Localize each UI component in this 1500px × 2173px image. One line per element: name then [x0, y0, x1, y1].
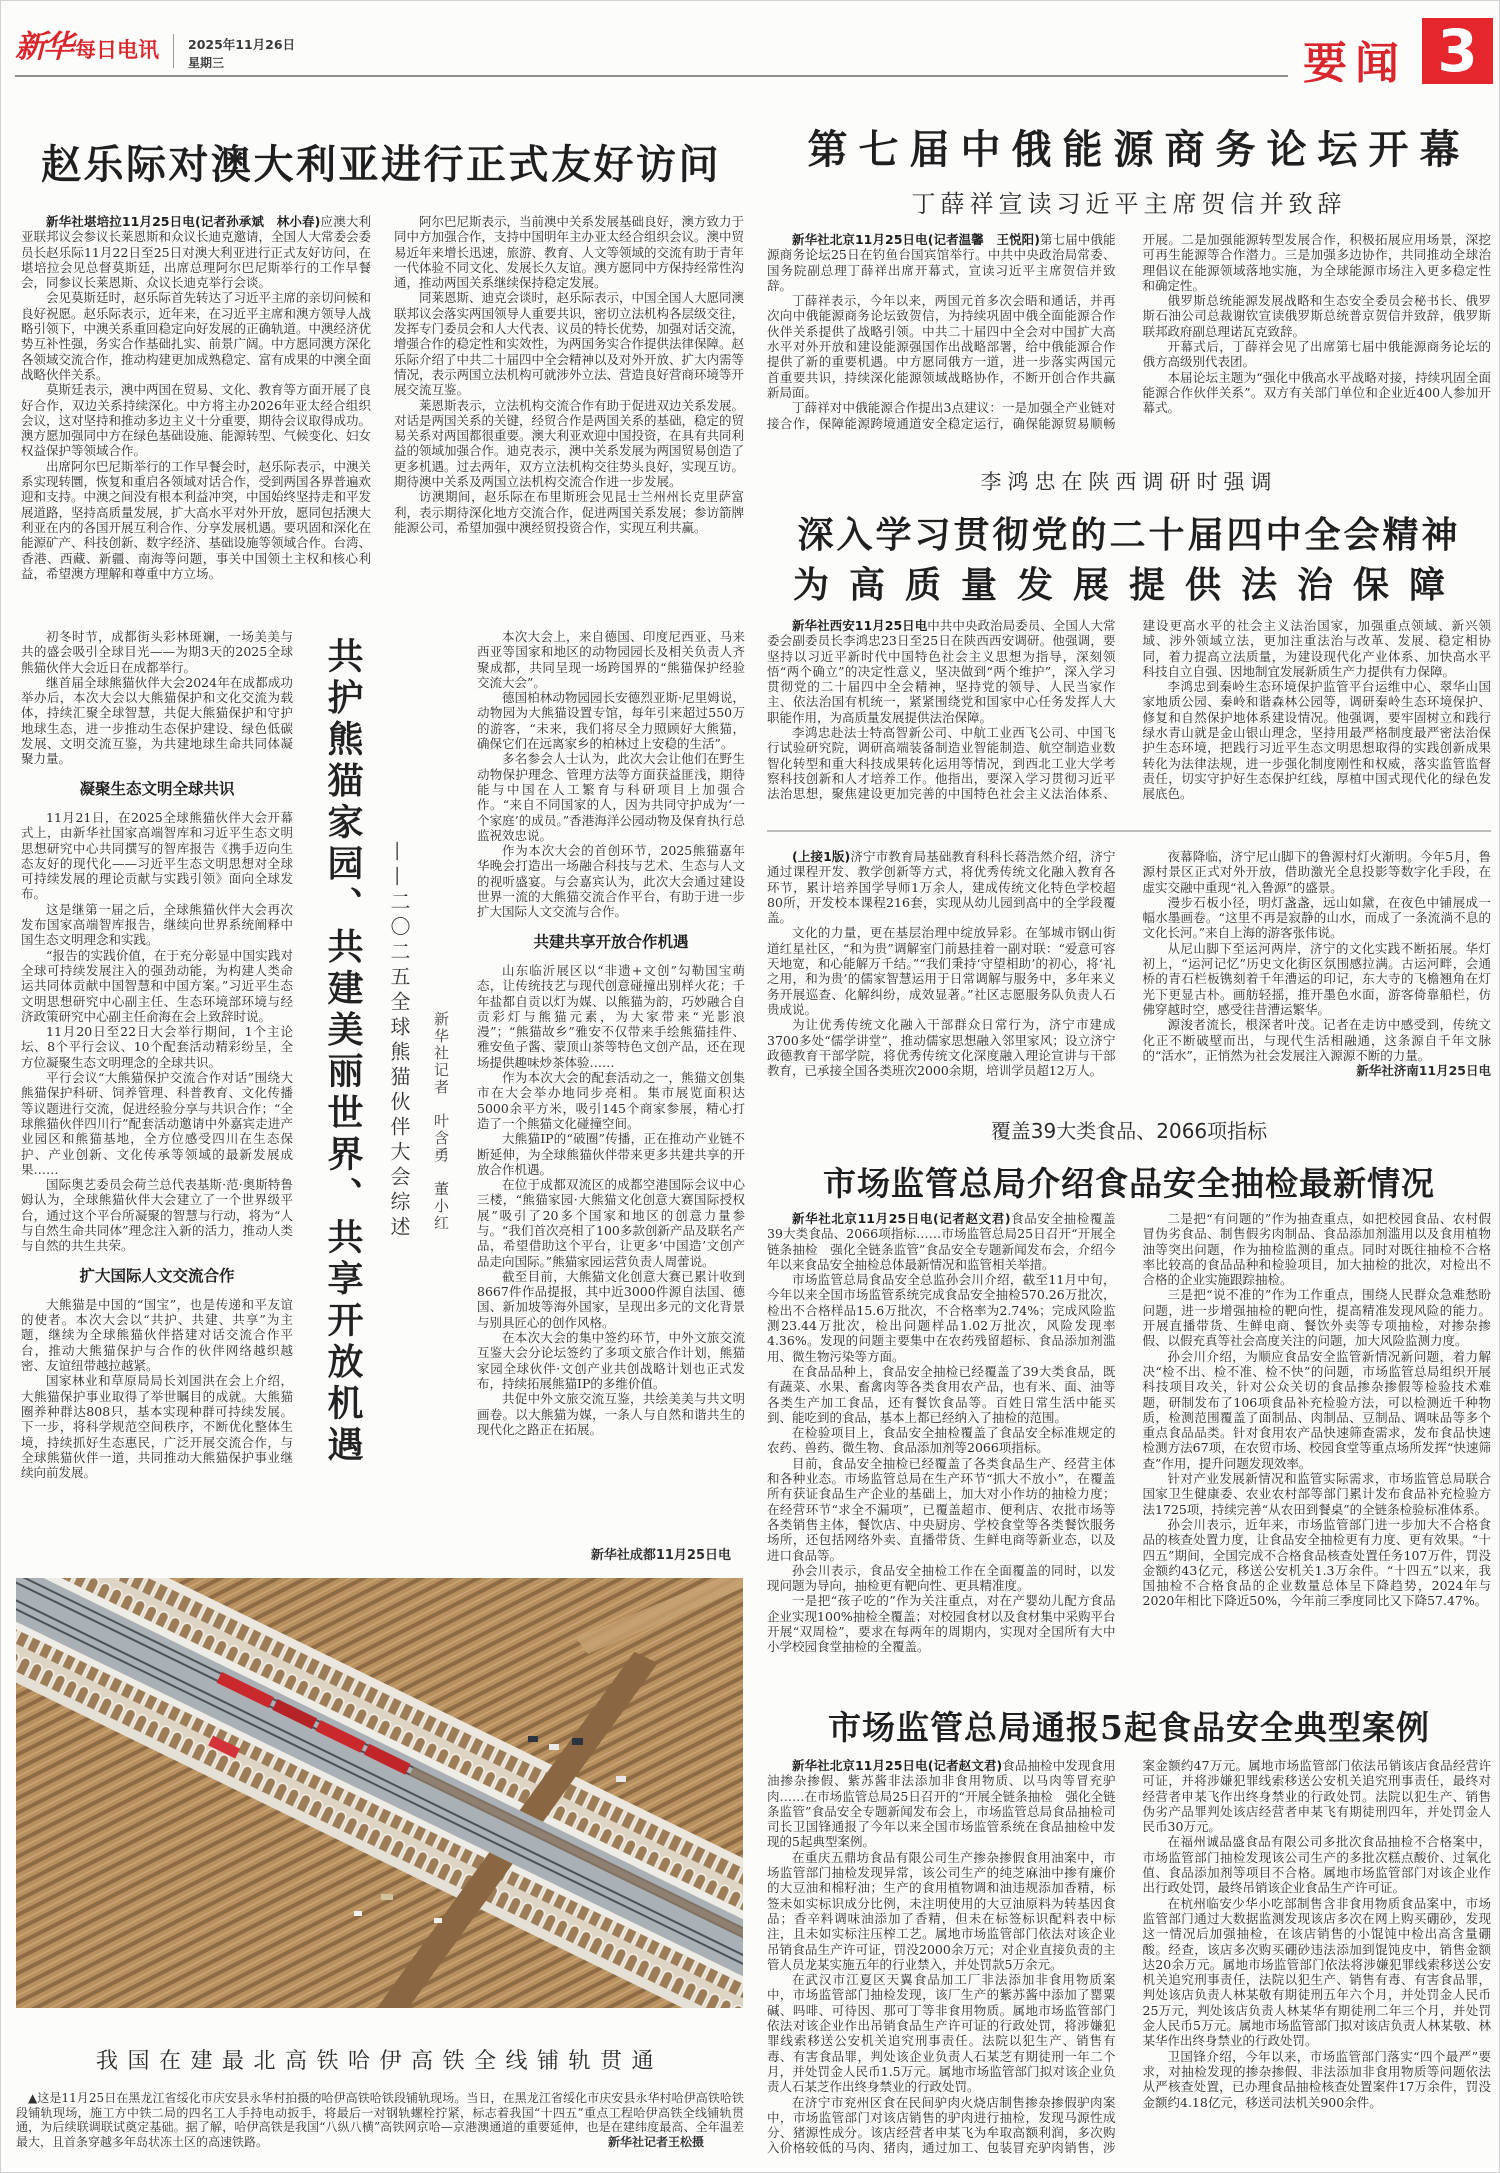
article-li-hongzhong — [767, 618, 1491, 816]
dateline: 新华社北京11月25日电(记者赵文君) — [792, 1211, 1011, 1226]
section-heading: 凝聚生态文明全球共识 — [79, 779, 235, 798]
headline-energy-forum: 第七届中俄能源商务论坛开幕 — [807, 126, 1471, 173]
article-paragraph: 本次大会上，来自德国、印度尼西亚、马来西亚等国家和地区的动物园园长及相关负责人齐聚成都，共同呈现一场跨国界的“熊猫保护经验交流大会”。 — [477, 629, 745, 690]
article-paragraph: 继首届全球熊猫伙伴大会2024年在成都成功举办后，本次大会以大熊猫保护和文化交流为载体，持续汇聚全球智慧，共促大熊猫保护和守护地球生态，进一步推动生态保护建设、绿色低碳发展、文明交流互鉴，为共建地球生命共同体凝聚力量。 — [21, 674, 293, 767]
article-paragraph: “报告的实践价值，在于充分彰显中国实践对全球可持续发展注入的强劲动能，为构建人类命运共同体贡献中国智慧和中国方案。”习近平生态文明思想研究中心副主任、生态环境部环境与经济政策研究中心副主任俞海在会上致辞时说。 — [21, 947, 293, 1024]
article-paragraph: 会见莫斯廷时，赵乐际首先转达了习近平主席的亲切问候和良好祝愿。赵乐际表示，近年来，在习近平主席和澳方领导人战略引领下，中澳关系重回稳定向好发展的正确轨道。中澳经济优势互补性强，务实合作基础扎实、前景广阔。中方愿同澳方深化各领域交流合作，推动构建更加成熟稳定、富有成果的中澳全面战略伙伴关系。 — [21, 290, 372, 382]
article-signoff: 新华社济南11月25日电 — [1356, 1063, 1491, 1079]
article-paragraph: 国际奥艺委员会荷兰总代表基斯·范·奥斯特鲁姆认为，全球熊猫伙伴大会建立了一个世界级平台，通过这个平台所凝聚的智慧与行动，将为“人与自然生命共同体”理念注入新的活力，推动人类与自然的共生共荣。 — [21, 1177, 293, 1254]
article-paragraph: 二是把“有问题的”作为抽查重点，如把校园食品、农村假冒伪劣食品、制售假劣肉制品、食品添加剂滥用以及食用植物油等突出问题，作为抽检监测的重点。同时对既往抽检不合格率比较高的食品品种和检验项目，加大抽检的批次，对检出不合格的企业实施跟踪抽检。 — [1142, 1211, 1491, 1288]
issue-weekday: 星期三 — [188, 56, 225, 70]
article-paragraph: 德国柏林动物园园长安德烈亚斯·尼里姆说，动物园为大熊猫设置专馆，每年引来超过550万的游客，“未来，我们将尽全力照顾好大熊猫，确保它们在远离家乡的柏林过上安稳的生活”。 — [477, 690, 745, 752]
article-paragraph: 俄罗斯总统能源发展战略和生态安全委员会秘书长、俄罗斯石油公司总裁谢钦宣读俄罗斯总统普京贺信并致辞，俄罗斯联邦政府副总理诺瓦克致辞。 — [1142, 293, 1491, 339]
issue-date: 2025年11月26日 — [188, 37, 296, 52]
article-paragraph: 新华社堪培拉11月25日电(记者孙承斌 林小春)应澳大利亚联邦议会参议长莱恩斯和众议长迪克邀请，全国人大常委会委员长赵乐际11月22日至25日对澳大利亚进行正式友好访问，在堪培拉会见总督莫斯廷，出席总理阿尔巴尼斯举行的工作早餐会，同参议长莱恩斯、众议长迪克举行会谈。 — [21, 214, 372, 291]
article-paragraph: 同莱恩斯、迪克会谈时，赵乐际表示，中国全国人大愿同澳联邦议会落实两国领导人重要共识，密切立法机构各层级交往，发挥专门委员会和人大代表、议员的特长优势，加强对话交流，增强合作的稳定性和实效性，为两国务实合作提供法律保障。赵乐际介绍了中共二十届四中全会精神以及对外开放、扩大内需等情况，表示两国立法机构可就涉外立法、营造良好营商环境等开展交流互鉴。 — [394, 290, 745, 398]
article-paragraph: 平行会议“大熊猫保护交流合作对话”围绕大熊猫保护科研、饲养管理、科普教育、文化传播等议题进行交流，促进经验分享与共识合作；“全球熊猫伙伴四川行”配套活动邀请中外嘉宾走进产业园区和熊猫基地，全方位感受四川在生态保护、产业创新、文化传承等领域的最新发展成果…… — [21, 1070, 293, 1177]
article-paragraph: 访澳期间，赵乐际在布里斯班会见昆士兰州州长克里萨富利，表示期待深化地方交流合作，促进两国关系发展；参访箭牌能源公司，希望加强中澳经贸投资合作，实现互利共赢。 — [394, 489, 745, 535]
article-paragraph: 新华社北京11月25日电(记者赵文君)食品抽检中发现食用油掺杂掺假、紫苏酱非法添加非食用物质、以马肉等冒充驴肉……在市场监管总局25日召开的“开展全链条抽检 强化全链条监管”食品安全专题新闻发布会上，市场监管总局食品抽检司司长卫国锋通报了今年以来全国市场监管系统在食品抽检中发现的5起典型案例。 — [767, 1758, 1116, 1850]
subheadline-panda-feature: ——二〇二五全球熊猫伙伴大会综述 — [387, 841, 411, 1241]
article-paragraph: 目前，食品安全抽检已经覆盖了各类食品生产、经营主体和各种业态。市场监管总局在生产环节“抓大不放小”，在覆盖所有获证食品生产企业的基础上，加大对小作坊的抽检力度；在经营环节“求全不漏项”，已覆盖超市、便利店、农批市场等各类销售主体，餐饮店、中央厨房、学校食堂等各类餐饮服务场所，还包括网络外卖、直播带货、生鲜电商等新业态，以及进口食品等。 — [767, 1455, 1116, 1563]
article-paragraph: 孙会川表示，近年来，市场监管部门进一步加大不合格食品的核查处置力度，让食品安全抽检更有力度、更有效果。“十四五”期间，全国完成不合格食品核查处置任务107万件，罚没金额约43亿元，移送公安机关1.3万余件。“十四五”以来，我国抽检不合格食品的企业数量总体呈下降趋势，2024年与2020年相比下降近50%，今年前三季度同比又下降57.47%。 — [1142, 1516, 1491, 1609]
article-paragraph: 丁薛祥表示，今年以来，两国元首多次会晤和通话，并再次向中俄能源商务论坛致贺信，为持续巩固中俄全面能源合作伙伴关系提供了战略引领。中共二十届四中全会对中国扩大高水平对外开放和建设能源强国作出战略部署，给中俄能源合作提供了新的重要机遇。中方愿同俄方一道，进一步落实两国元首重要共识，持续深化能源领域战略协作，不断开创合作共赢新局面。 — [767, 293, 1116, 400]
photo-railway-image — [16, 1578, 743, 2008]
article-paragraph: 在武汉市江夏区天翼食品加工厂非法添加非食用物质案中，市场监管部门抽检发现，该厂生产的紫苏酱中添加了罂粟碱、吗啡、可待因、那可丁等非食用物质。属地市场监管部门依法对该企业作出吊销食品生产许可证的行政处罚，将涉嫌犯罪线索移送公安机关追究刑事责任。法院以犯生产、销售有毒、有害食品罪，判处该企业负责人石某芝有期徒刑一年二个月，并处罚金人民币1.5万元。属地市场监管部门拟对该企业负责人石某芝作出终身禁业的行政处罚。 — [767, 1972, 1116, 2095]
masthead-rule — [15, 75, 1288, 77]
article-paragraph: 在食品品种上，食品安全抽检已经覆盖了39大类食品，既有蔬菜、水果、畜禽肉等各类食用农产品，也有米、面、油等各类生产加工食品，还有餐饮食品等。百姓日常生活中能买到、能吃到的食品，基本上都已经纳入了抽检的范围。 — [767, 1363, 1116, 1425]
masthead-divider — [173, 34, 174, 68]
photo-credit: 新华社记者王松摄 — [607, 2134, 704, 2149]
article-paragraph: 在检验项目上，食品安全抽检覆盖了食品安全标准规定的农药、兽药、微生物、食品添加剂等2066项指标。 — [767, 1425, 1116, 1456]
photo-caption — [16, 2091, 744, 2149]
article-food-cases — [767, 1758, 1491, 2160]
article-paragraph: 孙会川表示，食品安全抽检工作在全面覆盖的同时，以发现问题为导向，抽检更有靶向性、更具精准度。 — [767, 1562, 1116, 1594]
page-number-badge — [1422, 18, 1493, 84]
subheadline-energy-forum: 丁薛祥宣读习近平主席贺信并致辞 — [911, 190, 1347, 218]
article-paragraph: (上接1版)济宁市教育局基础教育科科长蒋浩然介绍，济宁通过课程开发、教学创新等方式，将优秀传统文化融入教育各环节，累计培养国学导师1万余人，建成传统文化特色学校超80所，开发校本课程216套，实现从幼儿园到高中的全学段覆盖。 — [767, 849, 1116, 926]
headline-food-inspection: 市场监管总局介绍食品安全抽检最新情况 — [823, 1164, 1435, 1203]
article-paragraph: 在位于成都双流区的成都空港国际会议中心三楼，“熊猫家园·大熊猫文化创意大赛国际授权展”吸引了20多个国家和地区的创意力量参与。“我们首次亮相了100多款创新产品及联名产品，希望借助这个平台，让更多‘中国造’文创产品走向国际。”熊猫家园运营负责人周蕾说。 — [477, 1177, 745, 1269]
headline-australia-visit: 赵乐际对澳大利亚进行正式友好访问 — [41, 141, 721, 188]
article-energy-forum — [767, 232, 1491, 444]
article-paragraph: 本届论坛主题为“强化中俄高水平战略对接，持续巩固全面能源合作伙伴关系”。双方有关部门单位和企业近400人参加开幕式。 — [1142, 369, 1491, 416]
page-number: 3 — [1437, 17, 1478, 85]
section-rule — [767, 830, 1491, 832]
article-paragraph: 在重庆五鼎坊食品有限公司生产掺杂掺假食用油案中，市场监管部门抽检发现异常，该公司生产的纯芝麻油中掺有廉价的大豆油和棉籽油；生产的食用植物调和油违规添加香精，标签未如实标识成分比例，未注明使用的大豆油原料为转基因食品；香辛料调味油添加了香精，但未在标签标识配料表中标注，且未如实标注压榨工艺。属地市场监管部门依法对该企业吊销食品生产许可证，罚没2000余万元；对企业直接负责的主管人员龙某实施五年的行业禁入，并处罚款5万余元。 — [767, 1849, 1116, 1972]
article-paragraph: 新华社北京11月25日电(记者赵文君)食品安全抽检覆盖39大类食品、2066项指标……市场监管总局25日召开“开展全链条抽检 强化全链条监管”食品安全专题新闻发布会，介绍今年以来食品安全抽检总体最新情况和监管相关举措。 — [767, 1211, 1116, 1272]
article-panda-left-column — [21, 629, 293, 1559]
article-paragraph: 截至目前，大熊猫文化创意大赛已累计收到8667件作品提报，其中近3000件源自法国、德国、新加坡等海外国家，呈现出多元的文化背景与别具匠心的创作风格。 — [477, 1268, 745, 1330]
dateline: 新华社西安11月25日电 — [792, 618, 928, 633]
article-paragraph: 孙会川介绍，为顺应食品安全监管新情况新问题，着力解决“检不出、检不准、检不快”的问题，市场监管总局组织开展科技项目攻关，针对公众关切的食品掺杂掺假等检验技术难题，研制发布了106项食品补充检验方法，可以检测近千种物质，检测范围覆盖了面制品、肉制品、豆制品、调味品等多个重点食品品类。针对食用农产品快速筛查需求，发布食品快速检测方法67项，在农贸市场、校园食堂等重点场所发挥“快速筛查”作用，提升问题发现效率。 — [1142, 1348, 1491, 1471]
article-australia-visit — [21, 214, 744, 606]
article-paragraph: 国家林业和草原局局长刘国洪在会上介绍，大熊猫保护事业取得了举世瞩目的成就。大熊猫圈养种群达808只，基本实现种群可持续发展。下一步，将科学规范空间秩序，不断优化整体生境，持续抓好生态惠民，广泛开展交流合作，与全球熊猫伙伴一道，共同推动大熊猫保护事业继续向前发展。 — [21, 1373, 293, 1481]
article-paragraph: 作为本次大会的配套活动之一，熊猫文创集市在大会举办地同步亮相。集市展览面积达5000余平方米，吸引145个商家参展，精心打造了一个熊猫文化碰撞空间。 — [477, 1070, 745, 1131]
kicker-food-inspection: 覆盖39大类食品、2066项指标 — [990, 1119, 1268, 1143]
article-paragraph: 卫国锋介绍，今年以来，市场监管部门落实“四个最严”要求，对抽检发现的掺杂掺假、非法添加非食用物质等问题依法从严核查处置，已办理食品抽检核查处置案件17万余件，罚没金额约4.18亿元，移送司法机关900余件。 — [1142, 2048, 1491, 2110]
article-paragraph: 漫步石板小径，明灯盏盏，远山如黛，在夜色中铺展成一幅水墨画卷。“这里不再是寂静的山水，而成了一条流淌不息的文化长河。”来自上海的游客张伟说。 — [1142, 894, 1491, 941]
article-paragraph: 作为本次大会的首创环节，2025熊猫嘉年华晚会打造出一场融合科技与艺术、生态与人文的视听盛宴。与会嘉宾认为，此次大会通过建设世界一流的大熊猫交流合作平台，有助于进一步扩大国际人文交流与合作。 — [477, 843, 745, 920]
article-paragraph: 三是把“说不准的”作为工作重点，围绕人民群众急难愁盼问题，进一步增强抽检的靶向性，提高精准发现风险的能力。开展直播带货、生鲜电商、餐饮外卖等专项抽检，对掺杂掺假、以假充真等社会高度关注的问题，加大风险监测力度。 — [1142, 1287, 1491, 1349]
article-paragraph: 一是把“孩子吃的”作为关注重点，对在产婴幼儿配方食品企业实现100%抽检全覆盖；对校园食材以及食材集中采购平台开展“双周检”，要求在每两年的周期内，实现对全国所有大中小学校园食堂抽检的全覆盖。 — [767, 1593, 1116, 1655]
article-paragraph: 阿尔巴尼斯表示，当前澳中关系发展基础良好，澳方致力于同中方加强合作，支持中国明年主办亚太经合组织会议。澳中贸易近年来增长迅速，旅游、教育、人文等领域的交流有助于青年一代体验不同文化、发展长久友谊。澳方愿同中方保持经常性沟通，推动两国关系继续保持稳定发展。 — [394, 214, 745, 291]
article-paragraph: 大熊猫IP的“破圈”传播，正在推动产业链不断延伸，为全球熊猫伙伴带来更多共建共享的开放合作机遇。 — [477, 1131, 745, 1177]
article-paragraph: 丁薛祥对中俄能源合作提出3点建议：一是加强全产业链对接合作，保障能源跨境通道安全稳定运行，确保能源贸易顺畅开展。二是加强能源转型发展合作，积极拓展应用场景，深挖可再生能源等合作潜力。三是加强多边协作，共同推动全球治理倡议在能源领域落地实施，为全球能源市场注入更多稳定性和确定性。 — [767, 232, 1491, 431]
article-paragraph: 这是继第一届之后，全球熊猫伙伴大会再次发布国家高端智库报告，继续向世界系统阐释中国生态文明理念和实践。 — [21, 901, 293, 948]
article-paragraph: 多名参会人士认为，此次大会让他们在野生动物保护理念、管理方法等方面获益匪浅，期待能与中国在人工繁育与科研项目上加强合作。“来自不同国家的人，因为共同守护成为‘一个家庭’的成员。”香港海洋公园动物及保育执行总监祝效忠说。 — [477, 751, 745, 843]
article-paragraph: 新华社西安11月25日电中共中央政治局委员、全国人大常委会副委员长李鸿忠23日至25日在陕西西安调研。他强调，要坚持以习近平新时代中国特色社会主义思想为指导，深刻领悟“两个确立”的决定性意义，坚决做到“两个维护”，深入学习贯彻党的二十届四中全会精神，坚持党的领导、人民当家作主、依法治国有机统一，紧紧围绕党和国家中心任务发挥人大职能作用，为高质量发展提供法治保障。 — [767, 618, 1116, 725]
section-title: 要闻 — [1303, 38, 1407, 89]
dateline: 新华社北京11月25日电(记者温馨 王悦阳) — [792, 232, 1040, 247]
article-paragraph: 为让优秀传统文化融入干部群众日常行为，济宁市建成3700多处“儒学讲堂”，推动儒家思想融入邻里家风；设立济宁政德教育干部学院，将优秀传统文化深度融入理论宣讲与干部教育，已承接全国各类班次2000余期，培训学员超12万人。 — [767, 1017, 1116, 1079]
article-paragraph: 在杭州临安少华小吃部制售含非食用物质食品案中，市场监管部门通过大数据监测发现该店多次在网上购买硼砂，发现这一情况后加强抽检，在该店销售的小馄饨中检出高含量硼酸。经查，该店多次购买硼砂违法添加到馄饨皮中，销售金额达20余万元。属地市场监管部门依法将涉嫌犯罪线索移送公安机关追究刑事责任，法院以犯生产、销售有毒、有害食品罪，判处该店负责人林某敬有期徒刑五年六个月，并处罚金人民币25万元，判处该店负责人林某华有期徒刑二年三个月，并处罚金人民币5万元。属地市场监管部门拟对该店负责人林某敬、林某华作出终身禁业的行政处罚。 — [1142, 1895, 1491, 2049]
article-panda-right-column — [477, 629, 745, 1541]
article-paragraph: 莫斯廷表示，澳中两国在贸易、文化、教育等方面开展了良好合作，双边关系持续深化。中方将主办2026年亚太经合组织会议，这对坚持和推动多边主义十分重要，期待会议取得成功。澳方愿加强同中方在绿色基础设施、能源转型、气候变化、妇女权益保护等领域合作。 — [21, 382, 372, 459]
article-paragraph: 莱恩斯表示，立法机构交流合作有助于促进双边关系发展。对话是两国关系的关键，经贸合作是两国关系的基础，稳定的贸易关系对两国都很重要。澳大利亚欢迎中国投资，在具有共同利益的领域加强合作。迪克表示，澳中关系发展为两国贸易创造了更多机遇。过去两年，双方立法机构交往势头良好，实现互访。期待澳中关系及两国立法机构交流合作进一步发展。 — [394, 397, 745, 490]
article-paragraph: 源浚者流长，根深者叶茂。记者在走访中感受到，传统文化正不断破壁而出，与现代生活相融通，这条源自千年文脉的“活水”，正悄然为社会发展注入源源不断的力量。 — [1142, 1017, 1491, 1063]
headline-li-hongzhong-line2: 为高质量发展提供法治保障 — [792, 564, 1465, 606]
article-paragraph: 李鸿忠到秦岭生态环境保护监管平台运维中心、翠华山国家地质公园、秦岭和谐森林公园等，调研秦岭生态环境保护、修复和自然保护地体系建设情况。他强调，要牢固树立和践行绿水青山就是金山银山理念，坚持用最严格制度最严密法治保护生态环境，把践行习近平生态文明思想取得的实践创新成果转化为法律法规，进一步强化制度刚性和权威，落实监管监督责任，切实守护好生态保护红线，厚植中国式现代化的绿色发展底色。 — [1142, 679, 1491, 802]
article-paragraph: 针对产业发展新情况和监管实际需求，市场监管总局联合国家卫生健康委、农业农村部等部门累计发布食品补充检验方法1725项，持续完善“从农田到餐桌”的全链条检验标准体系。 — [1142, 1471, 1491, 1517]
headline-panda-feature: 共护熊猫家园、共建美丽世界、共享开放机遇 — [322, 637, 364, 1467]
continuation-label: (上接1版) — [792, 849, 851, 864]
photo-caption-text: ▲这是11月25日在黑龙江省绥化市庆安县永华村拍摄的哈伊高铁哈铁段铺轨现场。当日，在黑龙江省绥化市庆安县永华村哈伊高铁哈铁段铺轨现场，施工方中铁二局的四名工人手持电动扳手，将最后一对钢轨螺栓拧紧，标志着我国“十四五”重点工程哈伊高铁全线铺轨贯通，为后续联调联试奠定基础。据了解，哈伊高铁是我国“八纵八横”高铁网京哈—京港澳通道的重要延伸，也是在建纬度最高、全年温差最大，且首条穿越多年岛状冻土区的高速铁路。 — [16, 2091, 744, 2149]
headline-li-hongzhong-line1: 深入学习贯彻党的二十届四中全会精神 — [797, 514, 1461, 556]
article-food-inspection — [767, 1211, 1491, 1663]
article-paragraph: 市场监管总局食品安全总监孙会川介绍，截至11月中旬，今年以来全国市场监管系统完成食品安全抽检570.26万批次，检出不合格样品15.6万批次，不合格率为2.74%；完成风险监测23.44万批次，检出问题样品1.02万批次，风险发现率4.36%。发现的问题主要集中在农药残留超标、食品添加剂滥用、微生物污染等方面。 — [767, 1272, 1116, 1364]
article-paragraph: 在本次大会的集中签约环节，中外文旅交流互鉴大会分论坛签约了多项文旅合作计划，熊猫家园全球伙伴·文创产业共创战略计划也正式发布，持续拓展熊猫IP的多维价值。 — [477, 1330, 745, 1391]
section-heading: 扩大国际人文交流合作 — [79, 1266, 235, 1285]
article-paragraph: 在济宁市兖州区食在民间驴肉火烧店制售掺杂掺假驴肉案中，市场监管部门对该店销售的驴肉进行抽检，发现马源性成分、猪源性成分。该店经营者申某飞为牟取高额利润，多次购入价格较低的马肉、猪肉，通过加工、包装冒充驴肉销售，涉案金额约47万元。属地市场监管部门依法吊销该店食品经营许可证，并将涉嫌犯罪线索移送公安机关追究刑事责任，最终对经营者申某飞作出终身禁业的行政处罚。法院以犯生产、销售伪劣产品罪判处该店经营者申某飞有期徒刑四年，并处罚金人民币30万元。 — [767, 1758, 1491, 2156]
byline-panda-feature: 新华社记者 叶含勇 董小红 — [432, 1011, 450, 1232]
article-paragraph: 在福州诚品盛食品有限公司多批次食品抽检不合格案中，市场监管部门抽检发现该公司生产的多批次糕点酸价、过氧化值、食品添加剂等项目不合格。属地市场监管部门对该企业作出行政处罚，最终吊销该企业食品生产许可证。 — [1142, 1834, 1491, 1896]
railway-aerial-photo — [16, 1578, 743, 2008]
article-paragraph: 出席阿尔巴尼斯举行的工作早餐会时，赵乐际表示，中澳关系实现转圜，恢复和重启各领域对话合作，受到两国各界普遍欢迎和支持。中澳之间没有根本利益冲突，中国始终坚持走和平发展道路，坚持高质量发展，扩大高水平对外开放，愿同包括澳大利亚在内的各国开展互利合作、分享发展机遇。要巩固和深化在能源矿产、科技创新、数字经济、基础设施等领域合作。台湾、香港、西藏、新疆、南海等问题，事关中国领土主权和核心利益，希望澳方理解和尊重中方立场。 — [21, 458, 372, 581]
section-heading: 共建共享开放合作机遇 — [533, 932, 689, 951]
article-paragraph: 11月21日，在2025全球熊猫伙伴大会开幕式上，由新华社国家高端智库和习近平生态文明思想研究中心共同撰写的智库报告《携手迈向生态友好的现代化——习近平生态文明思想对全球可持续发展的理论贡献与实践引领》面向全球发布。 — [21, 809, 293, 902]
headline-food-cases: 市场监管总局通报5起食品安全典型案例 — [828, 1708, 1430, 1747]
article-paragraph: 大熊猫是中国的“国宝”，也是传递和平友谊的使者。本次大会以“共护、共建、共享”为主题，继续为全球熊猫伙伴搭建对话交流合作平台，推动大熊猫保护与合作的伙伴网络越织越密、友谊纽带越拉越紧。 — [21, 1296, 293, 1374]
article-paragraph: 文化的力量，更在基层治理中绽放异彩。在邹城市钢山街道红星社区，“和为贵”调解室门前悬挂着一副对联：“爱意可容天地宽，和心能解万千结。”“我们秉持‘守望相助’的初心，将‘礼之用，和为贵’的儒家智慧运用于日常调解与服务中，多年来义务开展巡查、化解纠纷，成效显著。”社区志愿服务队负责人石贵成说。 — [767, 925, 1116, 1017]
article-paragraph: 11月20日至22日大会举行期间，1个主论坛、8个平行会议、10个配套活动精彩纷呈，全方位凝聚生态文明理念的全球共识。 — [21, 1024, 293, 1070]
article-paragraph: 李鸿忠赴法士特高智新公司、中航工业西飞公司、中国飞行试验研究院，调研高端装备制造业智能制造、航空制造业数智化转型和重大科技成果转化运用等情况，到西北工业大学考察科技创新和人才培养工作。他指出，要深入学习贯彻习近平法治思想，聚焦建设更加完善的中国特色社会主义法治体系、建设更高水平的社会主义法治国家，加强重点领域、新兴领域、涉外领域立法，更加注重法治与改革、发展、稳定相协同，着力提高立法质量，为建设现代化产业体系、加快高水平科技自立自强、因地制宜发展新质生产力提供有力保障。 — [767, 618, 1491, 802]
article-paragraph: 新华社北京11月25日电(记者温馨 王悦阳)第七届中俄能源商务论坛25日在钓鱼台国宾馆举行。中共中央政治局常委、国务院副总理丁薛祥出席开幕式，宣读习近平主席贺信并致辞。 — [767, 232, 1116, 293]
dateline: 新华社堪培拉11月25日电(记者孙承斌 林小春) — [46, 214, 321, 229]
article-paragraph: 从尼山脚下至运河两岸，济宁的文化实践不断拓展。华灯初上，“运河记忆”历史文化街区氛围感拉满。古运河畔，会通桥的青石栏板镌刻着千年漕运的印记，东大寺的飞檐翘角在灯光下更显古朴。画舫轻摇，推开墨色水面，游客倚靠船栏，仿佛穿越时空，感受往昔漕运繁华。 — [1142, 940, 1491, 1017]
article-paragraph: 初冬时节，成都街头彩林斑斓，一场美美与共的盛会吸引全球目光——为期3天的2025全球熊猫伙伴大会近日在成都举行。 — [21, 629, 293, 675]
dateline: 新华社北京11月25日电(记者赵文君) — [792, 1758, 1003, 1773]
article-paragraph: 共促中外文旅交流互鉴，共绘美美与共文明画卷。以大熊猫为媒，一条人与自然和谐共生的现代化之路正在拓展。 — [477, 1391, 745, 1437]
logo-xinhua: 新华 — [15, 29, 71, 65]
article-signoff: 新华社成都11月25日电 — [590, 1548, 731, 1563]
kicker-li-hongzhong: 李鸿忠在陕西调研时强调 — [980, 470, 1278, 494]
masthead-logo — [15, 29, 159, 70]
logo-daily-telegraph: 每日电讯 — [75, 37, 159, 62]
article-jining-culture — [767, 849, 1491, 1097]
article-paragraph: 夜幕降临，济宁尼山脚下的鲁源村灯火渐明。今年5月，鲁源村景区正式对外开放，借助激光全息投影等数字化手段，在虚实交融中重现“礼入鲁源”的盛景。 — [1142, 849, 1491, 895]
article-paragraph: 开幕式后，丁薛祥会见了出席第七届中俄能源商务论坛的俄方高级别代表团。 — [1142, 339, 1491, 370]
article-paragraph: 山东临沂展区以“非遗+文创”勾勒国宝萌态，让传统技艺与现代创意碰撞出别样火花；千年盐都自贡以灯为媒、以熊猫为韵，巧妙融合自贡彩灯与熊猫元素，为大家带来“光影浪漫”；“熊猫故乡”雅安不仅带来手绘熊猫挂件、雅安鱼子酱、蒙顶山茶等特色文创产品，还在现场提供趣味炒茶体验…… — [477, 962, 745, 1070]
photo-title: 我国在建最北高铁哈伊高铁全线铺轨贯通 — [95, 2049, 663, 2074]
